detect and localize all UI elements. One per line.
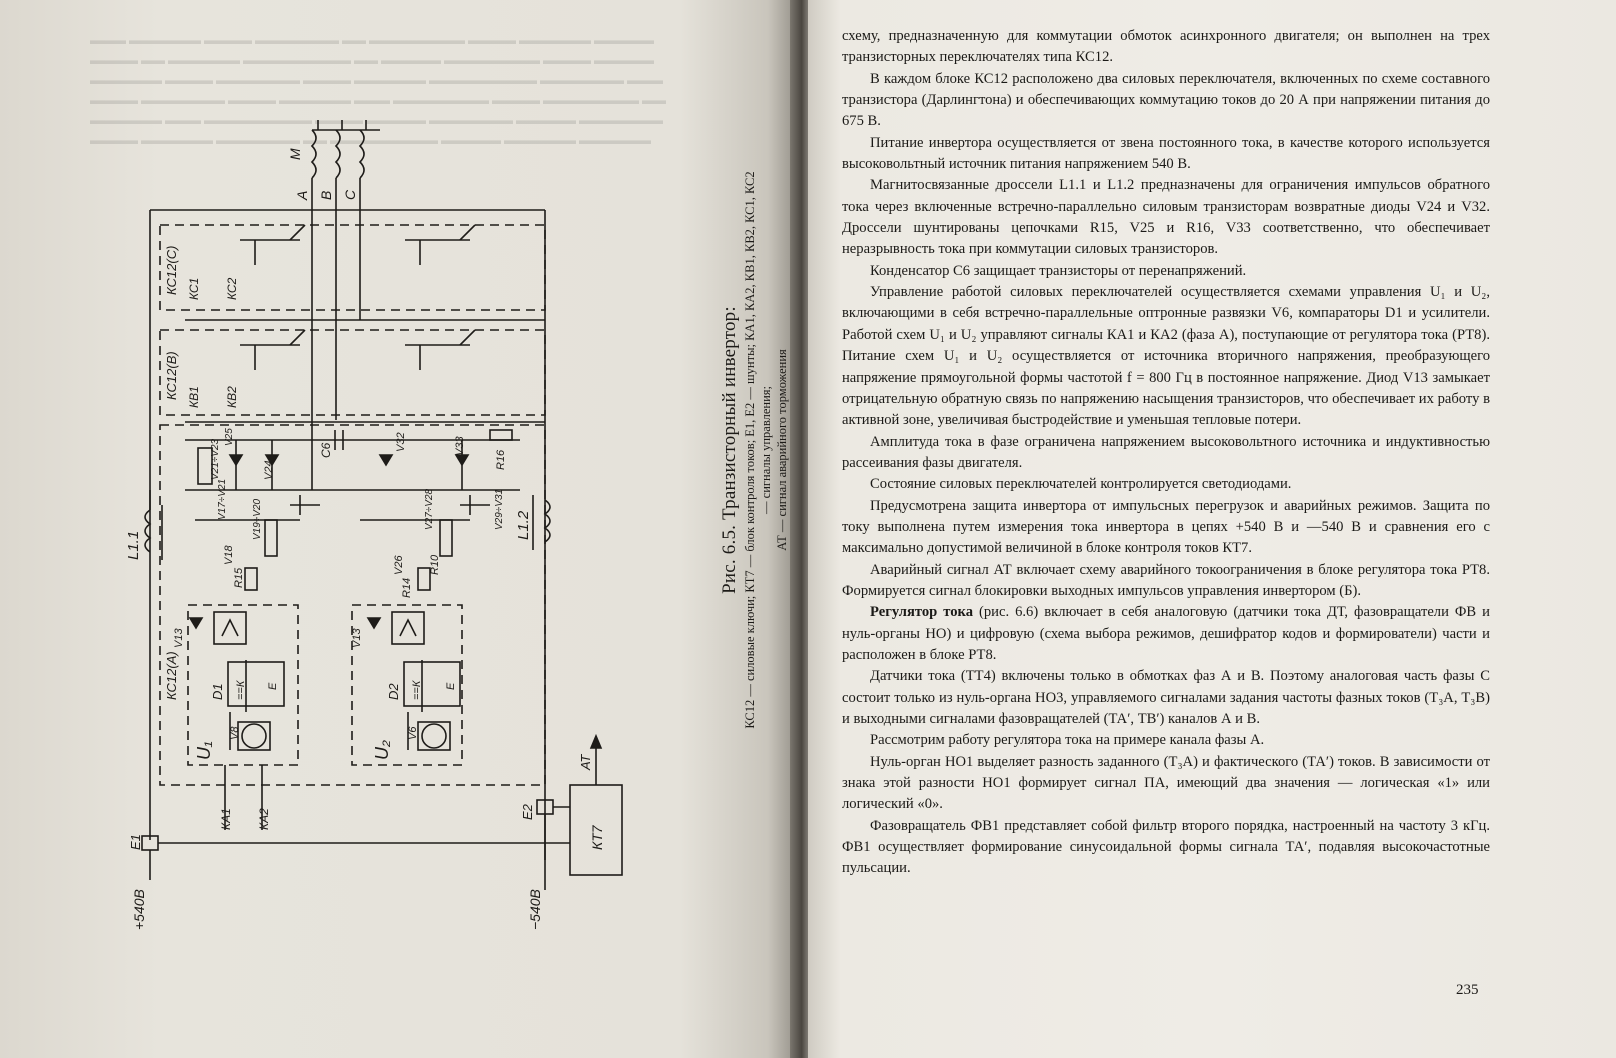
paragraph: Нуль-орган НО1 выделяет разность заданного (Т₃А) и фактического (ТА′) токов. В зависимости от знака этой разности НО1 формирует сигнал ПА, имеющий два значения — логическая «1» или логический «0». bbox=[842, 753, 1490, 813]
shunt-e2 bbox=[537, 800, 570, 890]
v13-label: V13 bbox=[173, 628, 185, 648]
d2-label: D2 bbox=[386, 683, 401, 700]
v27-28-label: V27÷V28 bbox=[424, 488, 435, 530]
r15-label: R15 bbox=[233, 567, 245, 588]
show-through-text: ▬▬▬▬ ▬▬ ▬▬▬▬▬▬ ▬▬▬▬▬▬▬▬▬ ▬▬ ▬▬▬▬▬ ▬▬▬▬▬▬▬▬ ▬▬▬▬ ▬▬▬▬▬ bbox=[90, 53, 654, 67]
paragraph: Управление работой силовых переключателей осуществляется схемами управления U₁ и U₂, включающими в себя встречно-параллельные оптронные развязки V6, компараторы D1 и усилители. Работой схем U₁ и U₂ управляют сигналы КА1 и КА2 (фаза А), поступающие от регулятора тока (РТ8). Питание схем U₁ и U₂ осуществляется от источника вторичного напряжения, преобразующего напряжение прямоугольной формы частотой f = 800 Гц в постоянное напряжение. Диод V13 замыкает отрицательную обратную связь по напряжению насыщения транзисторов, что обеспечивает их работу в активной зоне, увеличивая быстродействие и уменьшая тепловые потери. bbox=[842, 284, 1490, 429]
c6-label: С6 bbox=[319, 442, 333, 458]
show-through-text: ▬▬▬ ▬▬▬▬▬▬ ▬▬▬▬ ▬▬▬▬▬▬▬ ▬▬ ▬▬▬▬▬▬▬▬ ▬▬▬▬ ▬▬▬▬▬▬ ▬▬▬▬▬ bbox=[90, 33, 654, 47]
show-through-text: ▬▬▬▬ ▬▬▬▬▬▬▬ ▬▬▬▬ ▬▬▬▬▬▬ ▬▬▬ ▬▬▬▬▬▬▬▬ ▬▬▬▬ ▬▬▬▬▬▬▬▬ ▬▬ bbox=[90, 93, 666, 107]
kt7-label: КТ7 bbox=[589, 825, 605, 850]
k-label: ==К bbox=[235, 680, 247, 700]
paragraph: Состояние силовых переключателей контролируется светодиодами. bbox=[870, 476, 1292, 493]
paragraph-text: (рис. 6.6) включает в себя аналоговую (датчики тока ДТ, фазовращатели ФВ и нуль-органы НО) и цифровую (схема выбора режимов, дешифратор кодов и формирователи) части и расположен в блоке РТ8. bbox=[842, 604, 1490, 663]
paragraph: Конденсатор С6 защищает транзисторы от перенапряжений. bbox=[870, 262, 1247, 279]
kc12b-label: КС12(В) bbox=[164, 351, 179, 400]
r14-label: R14 bbox=[401, 577, 413, 598]
kc12c-transistors bbox=[185, 225, 545, 320]
body-text bbox=[842, 26, 1490, 880]
d1-label: D1 bbox=[210, 683, 225, 700]
snubber-network bbox=[185, 430, 520, 490]
caption-line-2: АТ — сигнал аварийного торможения bbox=[775, 349, 789, 551]
l11-label: L1.1 bbox=[125, 530, 142, 560]
r16-label: R16 bbox=[495, 449, 507, 470]
plus540-label: +540В bbox=[131, 889, 147, 930]
paragraph: схему, предназначенную для коммутации обмоток асинхронного двигателя; он выполнен на трех транзисторных переключателях типа КС12. bbox=[842, 28, 1490, 66]
left-page bbox=[0, 0, 800, 1058]
v21-23-label: V21÷V23 bbox=[210, 438, 221, 480]
kc1-label: КС1 bbox=[187, 277, 201, 300]
kc2-label: КС2 bbox=[225, 277, 239, 300]
v32-label: V32 bbox=[395, 432, 407, 452]
ka1-label: КА1 bbox=[219, 808, 233, 830]
v17-21-label: V17÷V21 bbox=[217, 478, 228, 520]
u2-label: U₂ bbox=[372, 740, 392, 760]
r10-label: R10 bbox=[429, 554, 441, 575]
e2-label: Е bbox=[445, 682, 457, 690]
phase-a-label: А bbox=[294, 190, 310, 200]
paragraph: Амплитуда тока в фазе ограничена напряжением высоковольтного источника и индуктивностью рассеивания фазы двигателя. bbox=[842, 433, 1490, 471]
show-through-text: ▬▬▬▬▬▬ ▬▬▬▬ ▬▬▬▬▬▬▬ ▬▬▬▬ ▬▬▬▬▬▬ ▬▬▬▬▬▬▬▬▬ ▬▬▬▬▬▬▬ ▬▬▬ bbox=[90, 73, 663, 87]
v6-label: V6 bbox=[407, 726, 419, 740]
kc12c-label: КС12(С) bbox=[164, 245, 179, 295]
paragraph: Питание инвертора осуществляется от звена постоянного тока, в качестве которого используется высоковольтный источник питания напряжением 540 В. bbox=[842, 134, 1490, 173]
kc12a-label: КС12(А) bbox=[164, 651, 179, 700]
l12-label: L1.2 bbox=[515, 510, 532, 540]
motor-label: М bbox=[287, 148, 303, 160]
page-number: 235 bbox=[1456, 982, 1479, 998]
ka2-label: КА2 bbox=[257, 808, 271, 830]
caption-title: Рис. 6.5. Транзисторный инвертор: bbox=[719, 306, 740, 594]
inverter-schematic bbox=[0, 0, 800, 1058]
paragraph: Аварийный сигнал АТ включает схему аварийного токоограничения в блоке регулятора тока РТ8. Формируется сигнал блокировки выходных импульсов управления инвертором (Б). bbox=[842, 561, 1490, 599]
choke-l12 bbox=[533, 495, 550, 550]
paragraph: Магнитосвязанные дроссели L1.1 и L1.2 предназначены для ограничения импульсов обратного тока через включенные встречно-параллельно силовым транзисторам возвратные диоды V24 и V32. Дроссели шунтированы цепочками R15, V25 и R16, V33 соответственно, что обеспечивает неразрывность тока при коммутации силовых транзисторов. bbox=[842, 177, 1490, 258]
kc12c-block bbox=[160, 225, 545, 310]
figure-caption bbox=[718, 170, 790, 730]
e1-label: Е1 bbox=[128, 834, 143, 850]
paragraph: В каждом блоке КС12 расположено два силовых переключателя, включенных по схеме составного транзистора (Дарлингтона) и обеспечивающих коммутацию токов до 20 А при напряжении питания до 675 В. bbox=[842, 70, 1490, 130]
kc12b-block bbox=[160, 330, 545, 415]
minus540-label: −540В bbox=[527, 889, 543, 930]
v13b-label: V13 bbox=[351, 628, 363, 648]
kb2-label: КВ2 bbox=[225, 386, 239, 408]
phase-c-label: С bbox=[342, 189, 358, 200]
show-through-text: ▬▬▬▬ ▬▬▬▬▬▬ ▬▬▬▬▬▬▬ ▬▬ ▬▬▬▬▬▬▬▬▬ ▬▬▬▬▬ ▬▬▬▬▬▬ ▬▬▬▬▬▬ bbox=[90, 133, 651, 147]
runin-heading: Регулятор тока bbox=[870, 604, 973, 621]
v19-20-label: V19÷V20 bbox=[252, 498, 263, 540]
caption-line-1: КС12 — силовые ключи; КТ7 — блок контроля токов; Е1, Е2 — шунты; КА1, КА2, КВ1, КВ2, КС1, КС2 — сигналы управления; bbox=[743, 171, 773, 729]
shunt-e1 bbox=[142, 836, 158, 880]
v26-label: V26 bbox=[393, 555, 405, 575]
v8-label: V8 bbox=[229, 726, 241, 740]
paragraph: Датчики тока (ТТ4) включены только в обмотках фаз А и В. Поэтому аналоговая часть фазы С состоит только из нуль-органа НО3, управляемого сигналами задания частоты фазных токов (Т₃А, Т₃В) и выходными сигналами фазовращателей (ТА′, ТВ′) каналов А и В. bbox=[842, 668, 1490, 727]
e-label: Е bbox=[267, 682, 279, 690]
paragraph: Предусмотрена защита инвертора от импульсных перегрузок и аварийных режимов. Защита по току выполнена путем измерения тока инвертора в цепях +540 В и —540 В и сравнения его с максимально допустимой величиной в блоке контроля токов КТ7. bbox=[842, 497, 1490, 557]
u1-label: U₁ bbox=[194, 741, 214, 760]
k2-label: ==К bbox=[411, 680, 423, 700]
paragraph: Фазовращатель ФВ1 представляет собой фильтр второго порядка, настроенный на частоту 3 кГц. ФВ1 осуществляет формирование синусоидальной формы сигнала ТА′, подавляя высокочастотные пульсации. bbox=[842, 817, 1490, 877]
v29-31-label: V29÷V31 bbox=[494, 488, 505, 530]
v33-label: V33 bbox=[454, 436, 466, 456]
v18-label: V18 bbox=[223, 545, 235, 565]
kc12b-transistors bbox=[185, 330, 545, 422]
at-label: АТ bbox=[578, 754, 593, 770]
e2-shunt-label: Е2 bbox=[520, 804, 535, 820]
paragraph: Рассмотрим работу регулятора тока на примере канала фазы А. bbox=[870, 732, 1265, 749]
kb1-label: КВ1 bbox=[187, 386, 201, 408]
v24-label: V24 bbox=[263, 460, 275, 480]
paragraph-with-heading bbox=[842, 602, 1490, 666]
phase-b-label: В bbox=[318, 190, 334, 200]
show-through-text: ▬▬▬▬▬▬ ▬▬▬ ▬▬▬▬▬▬▬▬▬ ▬▬▬▬ ▬▬▬▬▬ ▬▬▬▬▬▬▬ ▬▬▬▬▬ ▬▬▬▬▬▬▬ bbox=[90, 113, 663, 127]
v25-label: V25 bbox=[224, 428, 235, 446]
